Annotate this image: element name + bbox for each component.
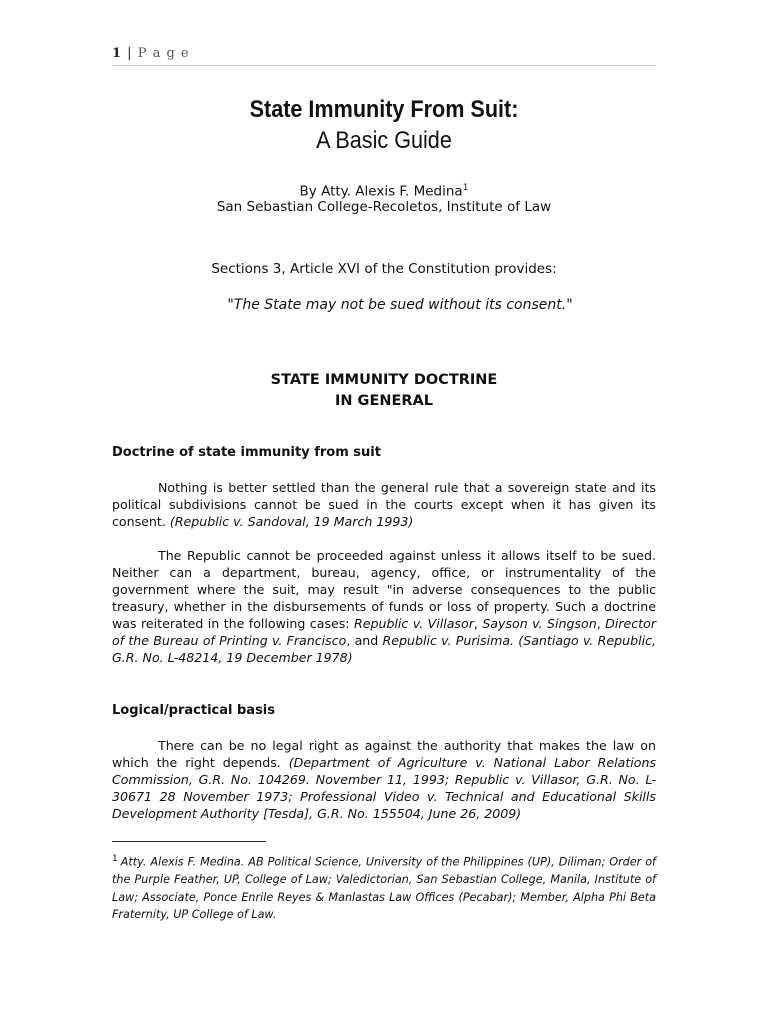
case-separator: , and — [346, 633, 383, 648]
doctrine-para1-citation: (Republic v. Sandoval, 19 March 1993) — [169, 514, 414, 529]
section-heading-line1: STATE IMMUNITY DOCTRINE — [270, 372, 498, 388]
doctrine-paragraph-1 — [112, 479, 656, 530]
constitution-quote: "The State may not be sued without its consent." — [227, 297, 573, 313]
doctrine-heading: Doctrine of state immunity from suit — [112, 445, 381, 460]
section-heading-line2: IN GENERAL — [334, 393, 434, 409]
case-bureau-printing: Director of the Bureau of Printing v. Francisco — [112, 616, 656, 648]
page-number: 1 — [112, 46, 123, 61]
provision-intro: Sections 3, Article XVI of the Constitution provides: — [211, 261, 557, 277]
doctrine-paragraph-2 — [112, 547, 656, 666]
case-republic-villasor: Republic v. Villasor — [353, 616, 474, 631]
case-republic-purisima: Republic v. Purisima. (Santiago v. Republic, G.R. No. L-48214, 19 December 1978) — [112, 633, 657, 665]
author-footnote-mark: 1 — [462, 183, 469, 193]
case-separator: , — [596, 616, 606, 631]
footnote-rule — [112, 841, 266, 842]
document-title: State Immunity From Suit: — [249, 96, 519, 123]
case-separator: , — [473, 616, 483, 631]
footnote — [112, 851, 656, 924]
author-affiliation: San Sebastian College-Recoletos, Institute of Law — [216, 199, 552, 215]
page-separator: | — [122, 46, 138, 61]
author-name: By Atty. Alexis F. Medina — [299, 183, 463, 200]
basis-para-text: There can be no legal right as against the authority that makes the law on which the right depends. — [112, 738, 656, 770]
doctrine-para2-text: The Republic cannot be proceeded against unless it allows itself to be sued. Neither can a department, bureau, agency, office, or instrumentality of the government where the suit, may result "in adverse consequences to the public treasury, whether in the disbursements of funds or loss of property. Such a doctrine was reiterated in the following cases: — [112, 548, 656, 631]
doctrine-para1-text: Nothing is better settled than the general rule that a sovereign state and its political subdivisions cannot be sued in the courts except when it has given its consent. — [112, 480, 656, 529]
section-heading — [112, 370, 656, 412]
case-sayson-singson: Sayson v. Singson — [482, 616, 597, 631]
document-subtitle: A Basic Guide — [316, 127, 452, 154]
basis-para-citation: (Department of Agriculture v. National Labor Relations Commission, G.R. No. 104269. November 11, 1993; Republic v. Villasor, G.R. No. L-30671 28 November 1973; Professional Video v. Technical and Educational Skills Development Authority [Tesda], G.R. No. 155504, June 26, 2009) — [112, 755, 657, 821]
header-rule — [112, 65, 656, 66]
basis-paragraph — [112, 737, 656, 822]
basis-heading: Logical/practical basis — [112, 703, 275, 718]
page-header — [112, 46, 656, 61]
page-word: P a g e — [137, 46, 190, 61]
footnote-mark: 1 — [112, 854, 118, 864]
footnote-text: Atty. Alexis F. Medina. AB Political Science, University of the Philippines (UP), Diliman; Order of the Purple Feather, UP, College of Law; Valedictorian, San Sebastian College, Manila, Institute of Law; Associate, Ponce Enrile Reyes & Manlastas Law Offices (Pecabar); Member, Alpha Phi Beta Fraternity, UP College of Law. — [112, 855, 656, 922]
